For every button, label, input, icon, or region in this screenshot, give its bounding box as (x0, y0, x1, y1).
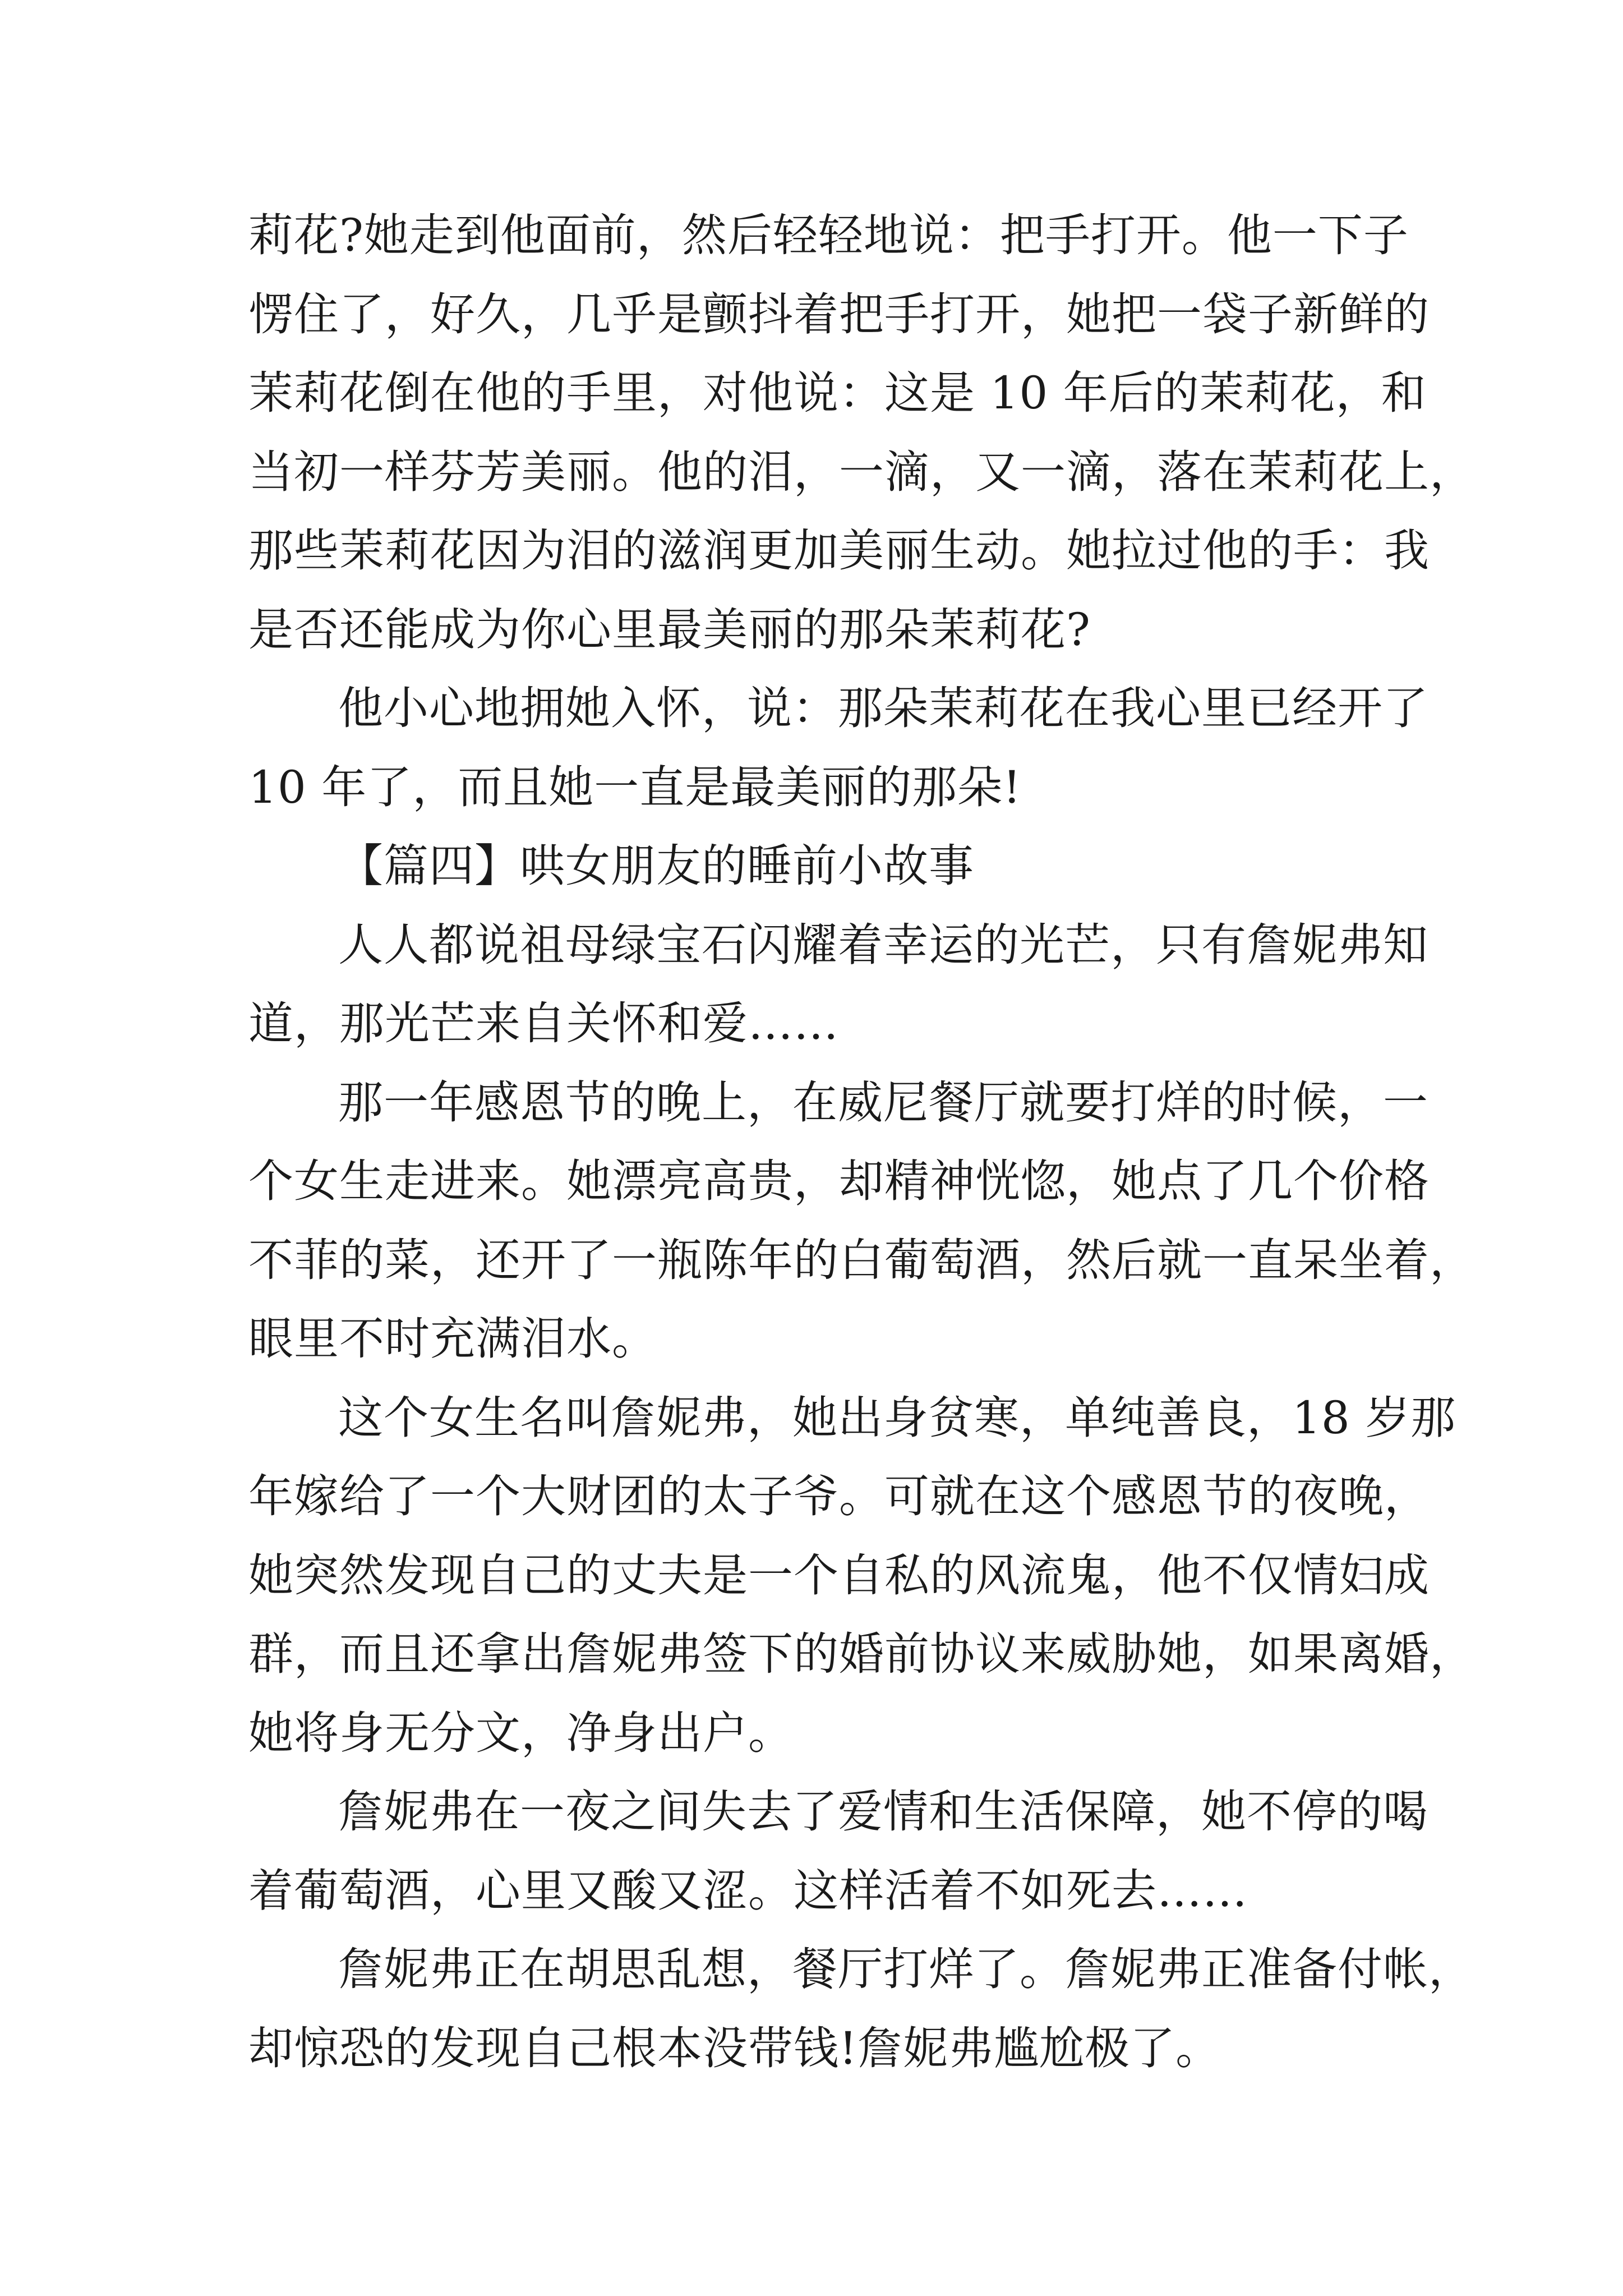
paragraph-first-line: 那一年感恩节的晚上，在威尼餐厅就要打烊的时候，一 (338, 1076, 1428, 1129)
section-heading: 【篇四】哄女朋友的睡前小故事 (338, 840, 974, 892)
text-line: 却惊恐的发现自己根本没带钱!詹妮弗尴尬极了。 (248, 2022, 1221, 2074)
paragraph-first-line: 詹妮弗在一夜之间失去了爱情和生活保障，她不停的喝 (338, 1786, 1428, 1838)
text-line: 茉莉花倒在他的手里，对他说：这是 10 年后的茉莉花，和 (248, 367, 1427, 419)
text-line: 个女生走进来。她漂亮高贵，却精神恍惚，她点了几个价格 (248, 1155, 1430, 1207)
paragraph-first-line: 他小心地拥她入怀，说：那朵茉莉花在我心里已经开了 (338, 682, 1428, 734)
text-line: 不菲的菜，还开了一瓶陈年的白葡萄酒，然后就一直呆坐着， (248, 1234, 1475, 1286)
text-line: 她突然发现自己的丈夫是一个自私的风流鬼，他不仅情妇成 (248, 1549, 1430, 1602)
document-body (248, 196, 1475, 2088)
paragraph-first-line: 人人都说祖母绿宝石闪耀着幸运的光芒，只有詹妮弗知 (338, 918, 1428, 971)
text-line: 当初一样芬芳美丽。他的泪，一滴，又一滴，落在茉莉花上， (248, 445, 1475, 498)
text-line: 群，而且还拿出詹妮弗签下的婚前协议来威胁她，如果离婚， (248, 1628, 1475, 1680)
text-line: 愣住了，好久，几乎是颤抖着把手打开，她把一袋子新鲜的 (248, 288, 1430, 341)
text-line: 10 年了，而且她一直是最美丽的那朵! (248, 761, 1022, 813)
text-line: 莉花?她走到他面前，然后轻轻地说：把手打开。他一下子 (248, 209, 1409, 261)
paragraph-first-line: 这个女生名叫詹妮弗，她出身贫寒，单纯善良，18 岁那 (338, 1391, 1456, 1444)
text-line: 年嫁给了一个大财团的太子爷。可就在这个感恩节的夜晚， (248, 1470, 1430, 1522)
text-line: 是否还能成为你心里最美丽的那朵茉莉花? (248, 603, 1091, 656)
text-line: 那些茉莉花因为泪的滋润更加美丽生动。她拉过他的手：我 (248, 524, 1430, 577)
text-line: 她将身无分文，净身出户。 (248, 1706, 794, 1759)
text-line: 着葡萄酒，心里又酸又涩。这样活着不如死去…… (248, 1864, 1248, 1917)
text-line: 道，那光芒来自关怀和爱…… (248, 997, 839, 1050)
text-line: 眼里不时充满泪水。 (248, 1313, 657, 1365)
paragraph-first-line: 詹妮弗正在胡思乱想，餐厅打烊了。詹妮弗正准备付帐， (338, 1943, 1474, 1995)
